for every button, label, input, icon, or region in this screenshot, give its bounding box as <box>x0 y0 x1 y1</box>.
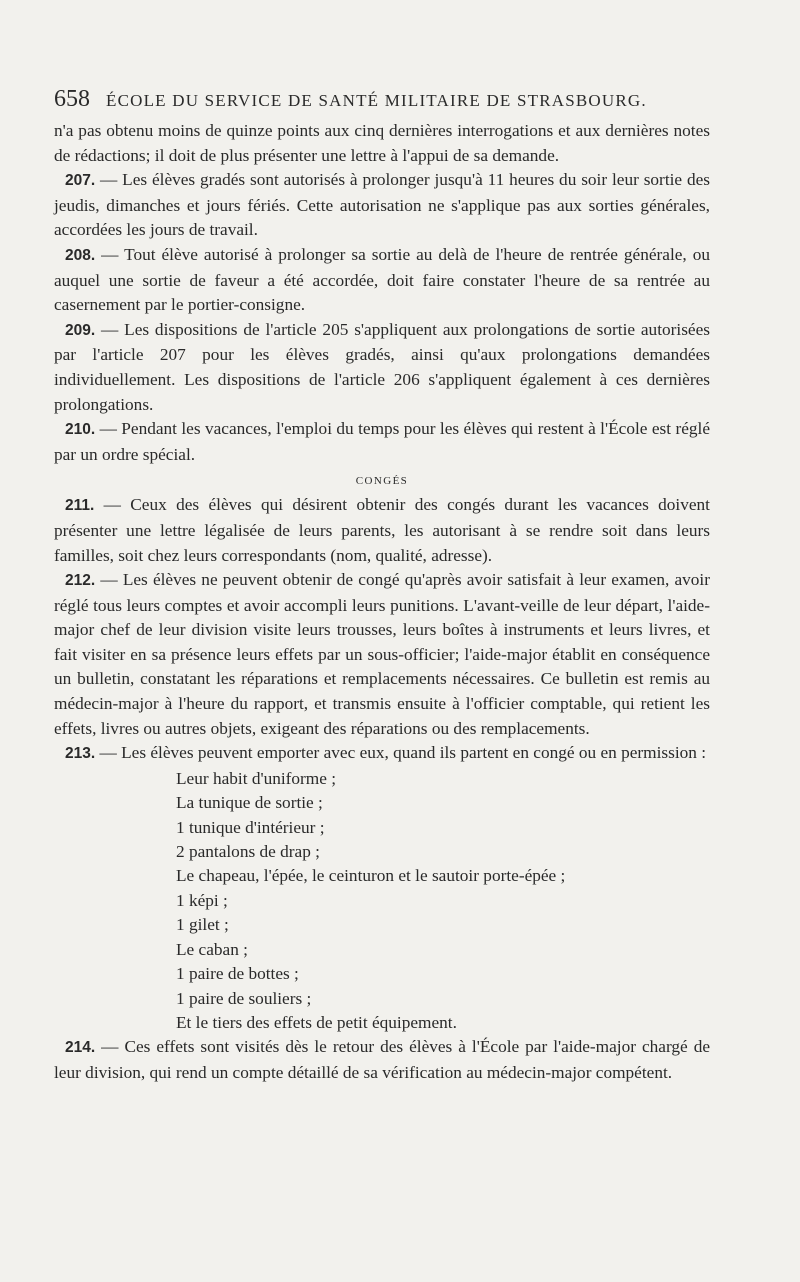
article-209 <box>54 318 710 417</box>
page-number: 658 <box>54 86 90 112</box>
article-text: — Pendant les vacances, l'emploi du temps pour les élèves qui restent à l'École est réglé par un ordre spécial. <box>54 419 710 464</box>
list-item: 1 képi ; <box>176 890 228 910</box>
list-item: 1 gilet ; <box>176 915 229 935</box>
article-211 <box>54 493 710 568</box>
article-213 <box>54 741 710 767</box>
article-207 <box>54 168 710 243</box>
article-number: 211. <box>65 497 95 515</box>
article-210 <box>54 417 710 467</box>
article-text: — Tout élève autorisé à prolonger sa sortie au delà de l'heure de rentrée générale, ou auquel une sortie de faveur a été accordée, doit faire constater l'heure de sa rentrée au casernement par le portier-consigne. <box>54 244 711 315</box>
list-item: Leur habit d'uniforme ; <box>176 768 337 788</box>
article-number: 210. <box>65 421 96 439</box>
section-heading: CONGÉS <box>355 475 409 488</box>
list-item: Le chapeau, l'épée, le ceinturon et le sautoir porte-épée ; <box>176 866 566 886</box>
list-item: 1 paire de souliers ; <box>176 988 312 1008</box>
document-page <box>54 86 710 1086</box>
article-text: — Les élèves ne peuvent obtenir de congé qu'après avoir satisfait à leur examen, avoir réglé tous leurs comptes et avoir accompli leurs punitions. L'avant-veille de leur départ, l'aide-major chef de leur division visite leurs trousses, leurs boîtes à instruments et leurs livres, et fait visiter en sa présence leurs effets par un sous-officier; l'aide-major établit en conséquence un bulletin, constatant les réparations et remplacements nécessaires. Ce bulletin est remis au médecin-major à l'heure du rapport, et transmis ensuite à l'officier comptable, qui retient les effets, livres ou autres objets, exigeant des réparations ou des remplacements. <box>54 570 710 738</box>
list-item: Et le tiers des effets de petit équipement. <box>176 1012 457 1032</box>
list-item: 1 paire de bottes ; <box>176 964 299 984</box>
article-number: 212. <box>65 572 96 590</box>
article-208 <box>54 243 710 318</box>
list-item: Le caban ; <box>176 939 248 959</box>
article-text: — Les dispositions de l'article 205 s'appliquent aux prolongations de sortie autorisées par l'article 207 pour les élèves gradés, ainsi qu'aux prolongations demandées individuellement. Les dispositions de l'article 206 s'appliquent également à ces dernières prolongations. <box>54 319 710 414</box>
article-text: — Ceux des élèves qui désirent obtenir des congés durant les vacances doivent présenter une lettre légalisée de leurs parents, les autorisant à se rendre soit dans leurs familles, soit chez leurs correspondants (nom, qualité, adresse). <box>54 495 710 565</box>
article-number: 213. <box>65 745 96 763</box>
header-title: ÉCOLE DU SERVICE DE SANTÉ MILITAIRE DE STRASBOURG. <box>106 91 647 110</box>
article-212 <box>54 568 710 741</box>
article-text: — Les élèves peuvent emporter avec eux, quand ils partent en congé ou en permission : <box>99 743 707 763</box>
article-number: 209. <box>65 321 96 339</box>
equipment-list <box>54 767 710 1035</box>
article-214 <box>54 1035 710 1085</box>
article-number: 214. <box>65 1039 96 1057</box>
article-number: 208. <box>65 246 96 264</box>
list-item: 1 tunique d'intérieur ; <box>176 817 325 837</box>
intro-paragraph: n'a pas obtenu moins de quinze points aux cinq dernières interrogations et aux dernières notes de rédactions; il doit de plus présenter une lettre à l'appui de sa demande. <box>54 121 710 165</box>
running-head <box>54 86 710 113</box>
article-text: — Les élèves gradés sont autorisés à prolonger jusqu'à 11 heures du soir leur sortie des jeudis, dimanches et jours fériés. Cette autorisation ne s'applique pas aux sorties générales, accordées les jours de travail. <box>54 170 710 240</box>
article-number: 207. <box>65 172 96 190</box>
article-text: — Ces effets sont visités dès le retour des élèves à l'École par l'aide-major chargé de leur division, qui rend un compte détaillé de sa vérification au médecin-major compétent. <box>54 1037 711 1082</box>
list-item: La tunique de sortie ; <box>176 793 323 813</box>
list-item: 2 pantalons de drap ; <box>176 842 320 862</box>
